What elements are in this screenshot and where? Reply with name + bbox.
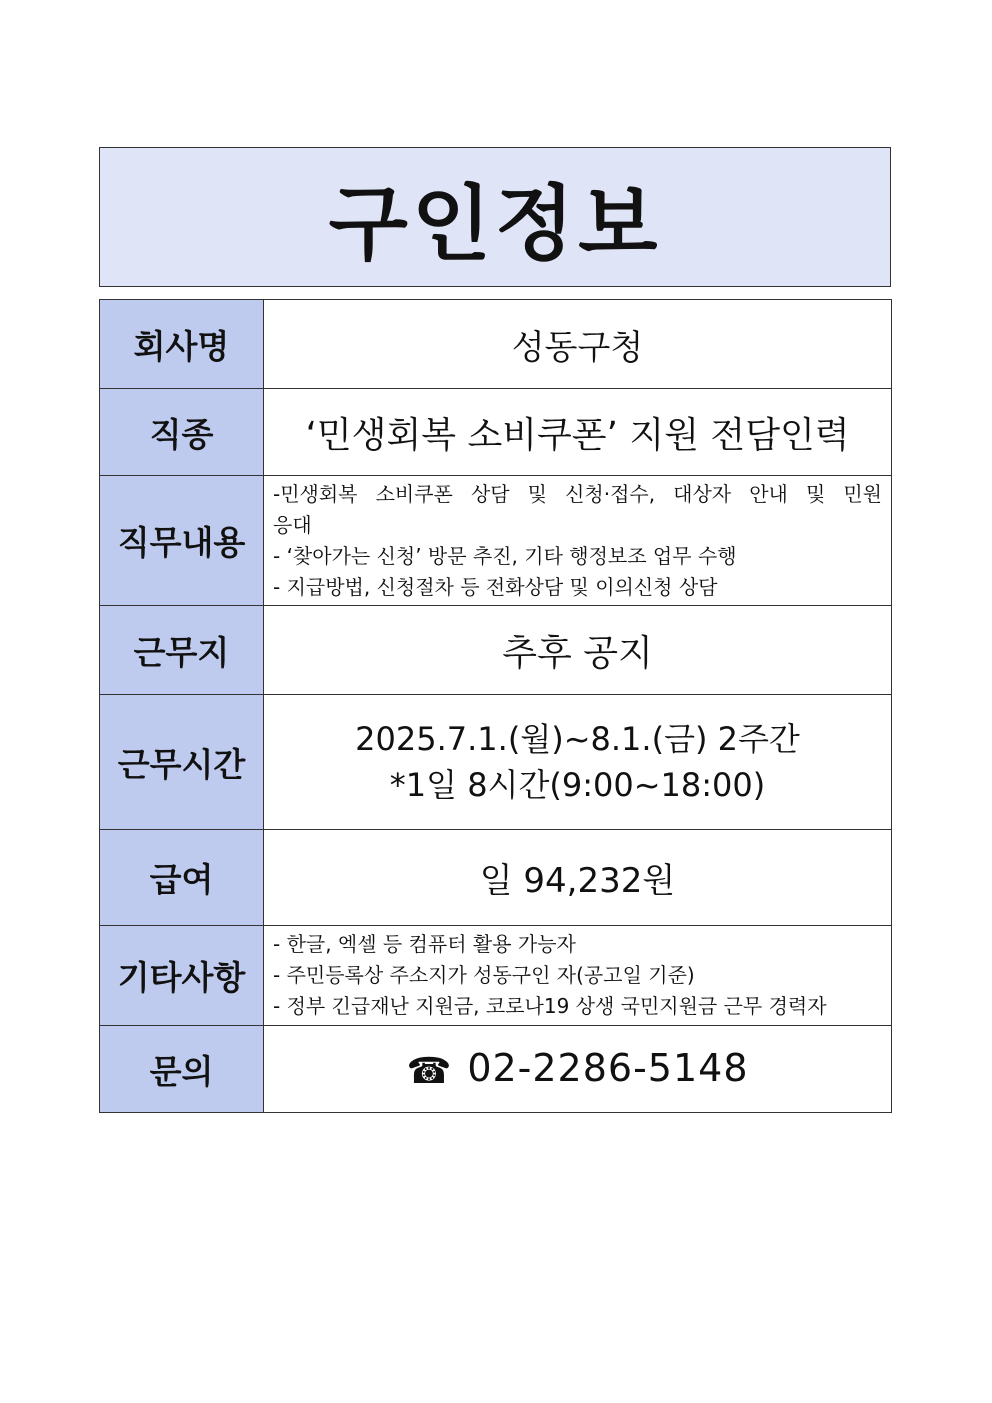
duties-line: 응대 <box>273 512 312 537</box>
label-company: 회사명 <box>100 300 264 389</box>
value-job: ‘민생회복 소비쿠폰’ 지원 전담인력 <box>264 389 892 476</box>
title-box <box>99 147 891 287</box>
telephone-icon: ☎ <box>406 1051 452 1092</box>
value-contact <box>264 1026 892 1113</box>
row-salary <box>100 830 892 926</box>
value-etc <box>264 926 892 1026</box>
row-location <box>100 606 892 695</box>
value-salary: 일 94,232원 <box>264 830 892 926</box>
label-job: 직종 <box>100 389 264 476</box>
hours-line: 2025.7.1.(월)~8.1.(금) 2주간 <box>355 720 800 758</box>
row-company <box>100 300 892 389</box>
label-hours: 근무시간 <box>100 695 264 830</box>
label-duties: 직무내용 <box>100 476 264 606</box>
row-duties <box>100 476 892 606</box>
hours-line: *1일 8시간(9:00~18:00) <box>389 766 766 804</box>
label-etc: 기타사항 <box>100 926 264 1026</box>
duties-line: - ‘찾아가는 신청’ 방문 추진, 기타 행정보조 업무 수행 <box>273 543 737 568</box>
row-contact <box>100 1026 892 1113</box>
value-duties <box>264 476 892 606</box>
job-info-table <box>99 299 892 1113</box>
value-location: 추후 공지 <box>264 606 892 695</box>
duties-line: -민생회복 소비쿠폰 상담 및 신청·접수, 대상자 안내 및 민원 <box>273 481 882 506</box>
label-salary: 급여 <box>100 830 264 926</box>
value-hours <box>264 695 892 830</box>
page-title: 구인정보 <box>328 176 662 272</box>
etc-line: - 정부 긴급재난 지원금, 코로나19 상생 국민지원금 근무 경력자 <box>273 994 827 1018</box>
phone-number: 02-2286-5148 <box>467 1046 749 1090</box>
etc-line: - 한글, 엑셀 등 컴퓨터 활용 가능자 <box>273 932 576 956</box>
value-company: 성동구청 <box>264 300 892 389</box>
label-location: 근무지 <box>100 606 264 695</box>
duties-line: - 지급방법, 신청절차 등 전화상담 및 이의신청 상담 <box>273 574 718 599</box>
row-etc <box>100 926 892 1026</box>
row-job <box>100 389 892 476</box>
label-contact: 문의 <box>100 1026 264 1113</box>
etc-line: - 주민등록상 주소지가 성동구인 자(공고일 기준) <box>273 963 695 987</box>
row-hours <box>100 695 892 830</box>
